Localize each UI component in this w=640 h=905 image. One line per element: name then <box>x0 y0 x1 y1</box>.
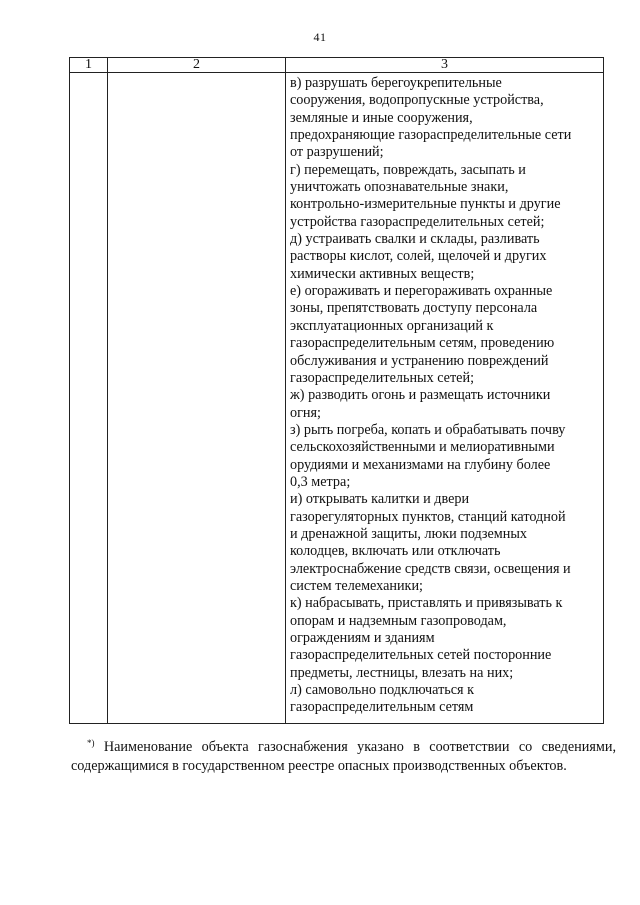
footnote <box>71 738 616 776</box>
text-line: от разрушений; <box>290 144 384 161</box>
text-line: уничтожать опознавательные знаки, <box>290 179 509 196</box>
text-line: огня; <box>290 404 321 421</box>
text-line: газораспределительным сетям <box>290 699 474 716</box>
header-cell-2: 2 <box>108 58 286 73</box>
text-line: орудиями и механизмами на глубину более <box>290 456 551 473</box>
text-line: з) рыть погреба, копать и обрабатывать почву <box>290 421 566 438</box>
text-line: растворы кислот, солей, щелочей и других <box>290 248 547 265</box>
prohibitions-list <box>286 73 603 723</box>
text-line: 0,3 метра; <box>290 473 351 490</box>
page-number: 41 <box>313 30 327 44</box>
text-line: предохраняющие газораспределительные сети <box>290 127 572 144</box>
text-line: л) самовольно подключаться к <box>290 682 475 699</box>
footnote-text: Наименование объекта газоснабжения указано в соответствии со сведениями, содержащимися в государственном реестре опасных производственных объектов. <box>71 739 616 774</box>
text-line: зоны, препятствовать доступу персонала <box>290 300 538 317</box>
text-line: опорам и надземным газопроводам, <box>290 612 507 629</box>
column-3-cell <box>286 73 604 724</box>
text-line: д) устраивать свалки и склады, разливать <box>290 231 540 248</box>
text-line: эксплуатационных организаций к <box>290 317 494 334</box>
table-header-row <box>70 58 604 73</box>
text-line: предметы, лестницы, влезать на них; <box>290 664 514 681</box>
text-line: обслуживания и устранению повреждений <box>290 352 549 369</box>
text-line: и дренажной защиты, люки подземных <box>290 525 527 542</box>
footnote-marker: *) <box>87 738 95 748</box>
text-line: сельскохозяйственными и мелиоративными <box>290 439 555 456</box>
text-line: газорегуляторных пунктов, станций катодной <box>290 508 566 525</box>
text-line: ограждениям и зданиям <box>290 630 435 646</box>
text-line: земляные и иные сооружения, <box>290 109 473 126</box>
text-line: устройства газораспределительных сетей; <box>290 213 545 230</box>
text-line: е) огораживать и перегораживать охранные <box>290 283 553 300</box>
text-line: колодцев, включать или отключать <box>290 543 501 560</box>
text-line: газораспределительных сетей; <box>290 369 475 386</box>
table-row <box>70 73 604 724</box>
requirements-table <box>69 57 604 724</box>
column-1-cell <box>70 73 108 724</box>
text-line: к) набрасывать, приставлять и привязывать к <box>290 595 563 612</box>
text-line: химически активных веществ; <box>290 265 475 282</box>
text-line: газораспределительным сетям, проведению <box>290 335 555 352</box>
text-line: систем телемеханики; <box>290 577 423 594</box>
text-line: газораспределительных сетей посторонние <box>290 647 552 664</box>
text-line: контрольно-измерительные пункты и другие <box>290 196 561 213</box>
header-cell-1: 1 <box>70 58 108 73</box>
text-line: сооружения, водопропускные устройства, <box>290 92 544 109</box>
text-line: ж) разводить огонь и размещать источники <box>290 387 551 404</box>
text-line: г) перемещать, повреждать, засыпать и <box>290 161 526 178</box>
text-line: в) разрушать берегоукрепительные <box>290 75 502 91</box>
text-line: и) открывать калитки и двери <box>290 491 470 508</box>
text-line: электроснабжение средств связи, освещения и <box>290 560 571 577</box>
column-2-cell <box>108 73 286 724</box>
header-cell-3: 3 <box>286 58 604 73</box>
